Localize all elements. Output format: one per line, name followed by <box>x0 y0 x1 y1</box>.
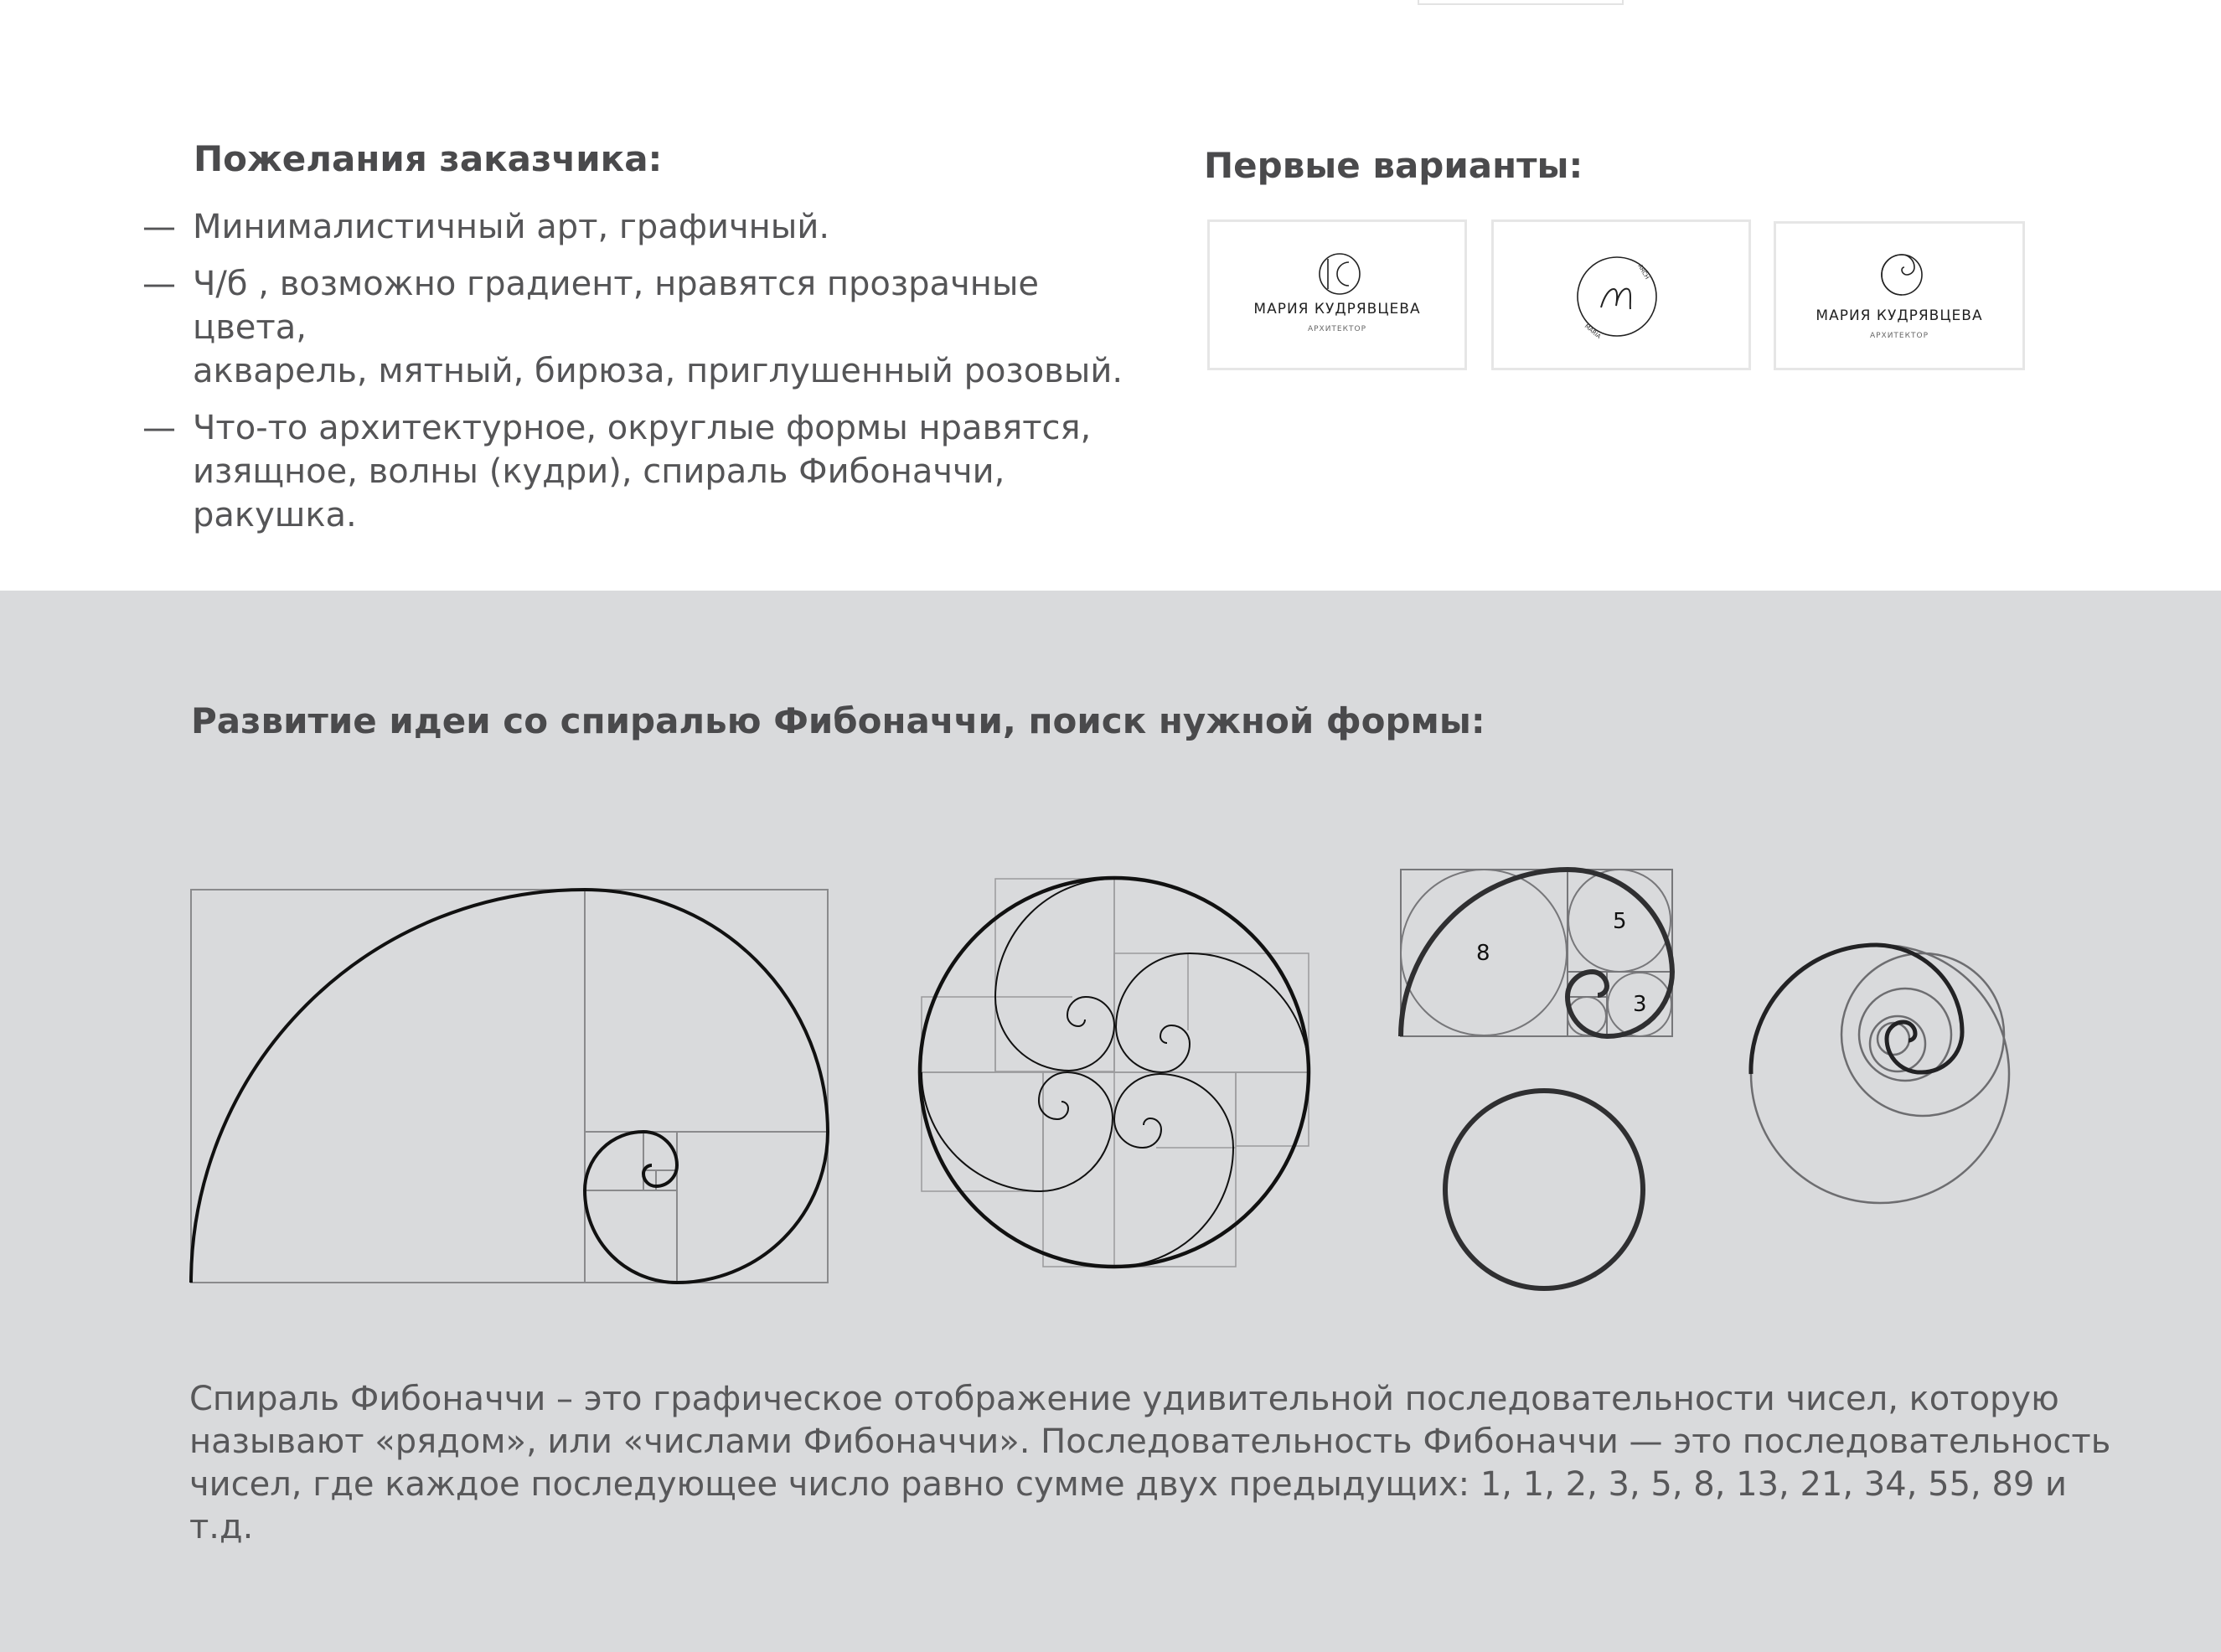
logo-name: МАРИЯ КУДРЯВЦЕВА <box>1816 307 1983 324</box>
dash-bullet: — <box>142 409 176 447</box>
ring-text-bottom: MARIA <box>1583 323 1603 341</box>
variants-title: Первые варианты: <box>1204 145 1583 186</box>
wish-text: Что-то архитектурное, округлые формы нравятся, изящное, волны (кудри), спираль Фибоначчи, ракушка. <box>193 409 1092 534</box>
development-title: Развитие идеи со спиралью Фибоначчи, поиск нужной формы: <box>191 700 1485 741</box>
fibonacci-description: Спираль Фибоначчи – это графическое отображение удивительной последовательности чисел, которую называют «рядом», или «числами Фибоначчи». Последовательность Фибоначчи — это последовательность чисел, где каждое последующее число равно сумме двух предыдущих: 1, 1, 2, 3, 5, 8, 13, 21, 34, 55, 89 и т.д. <box>189 1380 2111 1546</box>
wishes-title: Пожелания заказчика: <box>194 138 663 179</box>
logo-subtitle: АРХИТЕКТОР <box>1869 332 1929 340</box>
fibonacci-circles-diagram <box>1401 870 1672 1036</box>
dash-bullet: — <box>142 208 176 246</box>
wish-text: Ч/б , возможно градиент, нравятся прозрачные цвета, акварель, мятный, бирюза, приглушенный розовый. <box>193 265 1123 390</box>
wish-text: Минималистичный арт, графичный. <box>193 208 830 246</box>
nested-circles-spiral-diagram <box>1751 945 2009 1203</box>
logo-name: МАРИЯ КУДРЯВЦЕВА <box>1253 301 1421 317</box>
dash-bullet: — <box>142 265 176 303</box>
four-spiral-circle-diagram <box>920 878 1309 1267</box>
golden-spiral-diagram <box>191 890 828 1283</box>
ring-text-top: ARCH <box>1636 263 1650 281</box>
fib-label-5: 5 <box>1613 909 1627 934</box>
bold-circle-shape <box>1445 1091 1643 1288</box>
fib-label-8: 8 <box>1476 941 1490 966</box>
logo-subtitle: АРХИТЕКТОР <box>1307 325 1367 333</box>
fib-label-3: 3 <box>1633 992 1647 1017</box>
